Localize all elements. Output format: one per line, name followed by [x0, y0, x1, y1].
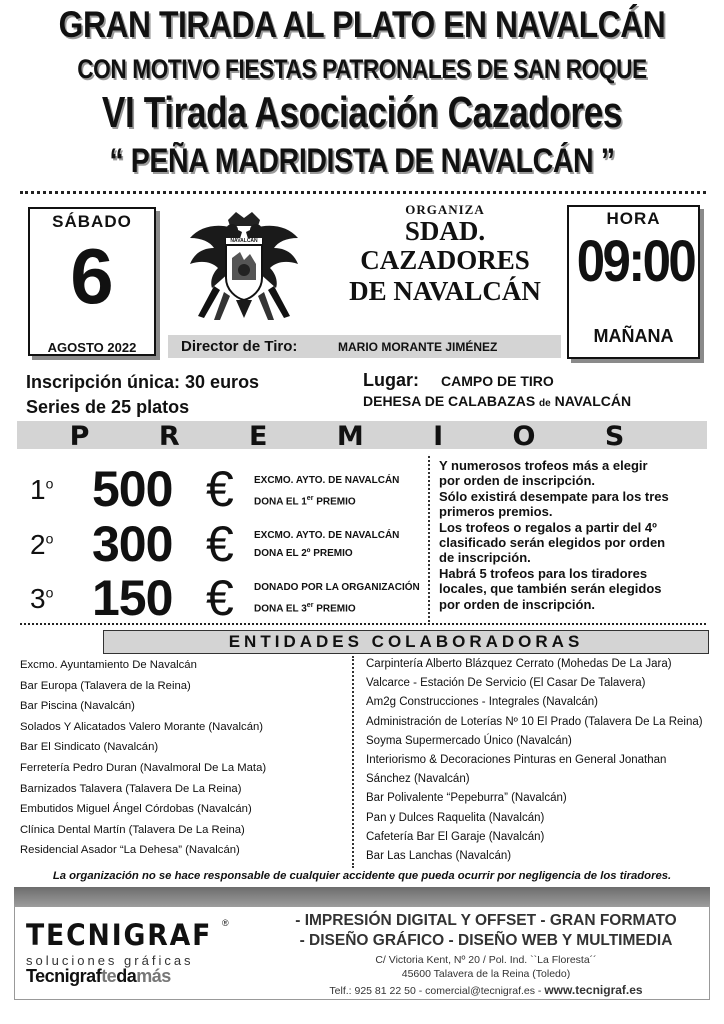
prizes-title-bar	[17, 421, 707, 452]
logo-registered: ®	[222, 918, 229, 928]
place-line-2	[363, 393, 631, 409]
inscription-text: Inscripción única: 30 euros	[26, 372, 260, 392]
sponsors-left-column	[20, 655, 350, 861]
prize-place-3	[30, 583, 53, 615]
sponsor-item: Bar Europa (Talavera de la Reina)	[20, 679, 191, 692]
time-period: MAÑANA	[593, 326, 674, 346]
sponsors-right-column	[366, 655, 712, 866]
prize-note-3-line-2-a: DONA EL 3	[254, 603, 307, 615]
prize-conditions-line-1: Y numerosos trofeos más a elegir	[439, 458, 648, 473]
title-line-2: CON MOTIVO FIESTAS PATRONALES DE SAN ROQUE	[77, 54, 647, 84]
organizer-line-3: DE NAVALCÁN	[349, 276, 541, 306]
footer-services-2: - DISEÑO GRÁFICO - DISEÑO WEB Y MULTIMEDIA	[299, 932, 673, 949]
sponsor-item: Carpintería Alberto Blázquez Cerrato (Mohedas De La Jara)	[366, 658, 672, 670]
prize-note-1-line-2	[254, 490, 399, 511]
day-number: 6	[70, 232, 114, 320]
prize-note-3	[254, 579, 420, 618]
tecnigraf-logo	[26, 918, 246, 992]
logo-slogan	[26, 966, 171, 987]
prize-note-2-line-2: DONA EL 2º PREMIO	[254, 548, 353, 559]
sponsor-item: Solados Y Alicatados Valero Morante (Navalcán)	[20, 720, 264, 733]
prize-note-1-line-2-a: DONA EL 1	[254, 496, 307, 508]
prize-note-3-line-1: DONADO POR LA ORGANIZACIÓN	[254, 582, 420, 593]
organizer-label: ORGANIZA	[405, 202, 485, 217]
prize-place-2-sup: o	[45, 530, 54, 547]
sponsor-item: Sánchez (Navalcán)	[366, 773, 470, 786]
divider-dotted	[20, 191, 706, 194]
prize-currency-3: €	[206, 570, 233, 626]
time-label: HORA	[606, 209, 661, 228]
prize-note-1-line-2-sup: er	[306, 495, 314, 502]
logo-slogan-d: más	[136, 966, 171, 986]
prize-row-3	[0, 569, 430, 625]
footer-address-1: C/ Victoria Kent, Nº 20 / Pol. Ind. ``La Floresta´´	[375, 954, 597, 966]
title-line-1: GRAN TIRADA AL PLATO EN NAVALCÁN	[58, 4, 666, 45]
footer-top-band	[14, 887, 710, 907]
prize-place-1	[30, 474, 53, 506]
sponsors-column-divider	[352, 656, 354, 868]
place-line-2-b: de	[539, 398, 551, 409]
title-line-4: “ PEÑA MADRIDISTA DE NAVALCÁN ”	[109, 142, 615, 180]
crest-caption: NAVALCÁN	[226, 238, 262, 244]
sponsor-item: Bar Las Lanchas (Navalcán)	[366, 850, 512, 863]
place-line-1: CAMPO DE TIRO	[441, 373, 554, 389]
sponsor-item: Embutidos Miguel Ángel Córdobas (Navalcán)	[20, 803, 252, 816]
sponsor-item: Am2g Construcciones - Integrales (Navalcán)	[366, 696, 599, 709]
footer-contact	[266, 983, 706, 997]
prizes-column-divider	[428, 456, 430, 622]
prize-amount-1: 500	[92, 461, 173, 517]
prize-currency-1: €	[206, 461, 233, 517]
prize-place-3-num: 3	[30, 583, 46, 614]
sponsors-title-bar	[103, 630, 709, 654]
day-name: SÁBADO	[52, 212, 132, 231]
sponsor-item: Interiorismo & Decoraciones Pinturas en General Jonathan	[366, 754, 667, 767]
prize-amount-2: 300	[92, 516, 173, 572]
director-label: Director de Tiro:	[181, 338, 298, 355]
crest-eagle-icon	[184, 208, 304, 324]
prize-place-2-num: 2	[30, 529, 46, 560]
logo-slogan-c: da	[116, 966, 137, 986]
month-year: AGOSTO 2022	[47, 340, 137, 355]
logo-slogan-a: Tecnigraf	[26, 966, 102, 986]
footer-website: www.tecnigraf.es	[544, 983, 643, 997]
sponsor-item: Bar Polivalente “Pepeburra” (Navalcán)	[366, 792, 567, 805]
footer-contact-text: Telf.: 925 81 22 50 - comercial@tecnigraf.es -	[329, 985, 545, 997]
divider-dotted-2	[20, 623, 706, 625]
sponsors-title: ENTIDADES COLABORADORAS	[228, 632, 584, 651]
place-line-2-c: NAVALCÁN	[554, 393, 632, 409]
date-box	[28, 207, 156, 356]
organizer-line-1: SDAD.	[404, 216, 486, 246]
director-bar	[168, 335, 561, 358]
place-label: Lugar:	[363, 370, 419, 390]
series-text: Series de 25 platos	[26, 397, 190, 417]
sponsor-item: Barnizados Talavera (Talavera De La Reina)	[20, 782, 242, 795]
title-line-3: VI Tirada Asociación Cazadores	[101, 88, 623, 137]
prize-conditions-line-5: Los trofeos o regalos a partir del 4º	[439, 519, 657, 535]
prize-note-2-line-1: EXCMO. AYTO. DE NAVALCÁN	[254, 530, 400, 541]
prize-amount-3: 150	[92, 570, 173, 626]
logo-text: TECNIGRAF	[26, 918, 213, 952]
prize-place-3-sup: o	[45, 584, 54, 601]
time-value: 09:00	[576, 229, 695, 294]
footer-address-2: 45600 Talavera de la Reina (Toledo)	[401, 968, 571, 980]
prize-conditions-line-2: por orden de inscripción.	[439, 473, 596, 489]
prize-row-2	[0, 515, 430, 571]
sponsor-item: Administración de Loterías Nº 10 El Prado (Talavera De La Reina)	[366, 715, 703, 728]
prize-note-2	[254, 527, 399, 563]
sponsor-item: Valcarce - Estación De Servicio (El Casar De Talavera)	[366, 677, 646, 690]
director-name: MARIO MORANTE JIMÉNEZ	[338, 340, 498, 354]
prize-currency-2: €	[206, 516, 233, 572]
sponsor-item: Excmo. Ayuntamiento De Navalcán	[20, 659, 197, 671]
prize-note-3-line-2-sup: er	[306, 602, 314, 609]
prize-row-1	[0, 460, 430, 516]
prizes-title: P R E M I O S	[69, 421, 655, 452]
sponsor-item: Pan y Dulces Raquelita (Navalcán)	[366, 811, 545, 824]
prize-place-1-sup: o	[45, 475, 54, 492]
sponsor-item: Residencial Asador “La Dehesa” (Navalcán)	[20, 844, 240, 857]
sponsor-item: Ferretería Pedro Duran (Navalmoral De La Mata)	[20, 761, 267, 774]
prize-note-1	[254, 472, 399, 511]
prize-place-1-num: 1	[30, 474, 46, 505]
prize-place-2	[30, 529, 53, 561]
sponsor-item: Bar Piscina (Navalcán)	[20, 700, 135, 713]
prize-note-1-line-1: EXCMO. AYTO. DE NAVALCÁN	[254, 475, 400, 486]
prize-conditions-line-3: Sólo existirá desempate para los tres	[439, 488, 669, 504]
sponsor-item: Bar El Sindicato (Navalcán)	[20, 741, 159, 754]
prize-conditions-line-8: Habrá 5 trofeos para los tiradores	[439, 565, 648, 581]
footer-services-1: - IMPRESIÓN DIGITAL Y OFFSET - GRAN FORMATO	[295, 912, 677, 929]
prize-conditions-line-10: por orden de inscripción.	[439, 596, 596, 612]
prize-conditions	[439, 458, 707, 612]
prize-note-3-line-2-b: PREMIO	[313, 603, 356, 615]
prize-conditions-line-6: clasificado serán elegidos por orden	[439, 535, 666, 551]
prize-note-1-line-2-b: PREMIO	[313, 496, 356, 508]
logo-subtitle: soluciones gráficas	[26, 953, 194, 968]
disclaimer: La organización no se hace responsable de cualquier accidente que pueda ocurrir por negligencia de los tiradores.	[52, 870, 672, 882]
sponsor-item: Soyma Supermercado Único (Navalcán)	[366, 734, 572, 747]
sponsor-item: Cafetería Bar El Garaje (Navalcán)	[366, 830, 545, 843]
organizer-line-2: CAZADORES	[360, 245, 530, 275]
prize-note-3-line-2	[254, 597, 420, 618]
sponsor-item: Clínica Dental Martín (Talavera De La Reina)	[20, 823, 245, 836]
time-box	[567, 205, 700, 359]
prize-conditions-line-9: locales, que también serán elegidos	[439, 581, 662, 597]
prize-conditions-line-7: de inscripción.	[439, 550, 531, 566]
prize-conditions-line-4: primeros premios.	[439, 504, 553, 520]
logo-slogan-b: te	[101, 966, 117, 986]
place-line-2-a: DEHESA DE CALABAZAS	[363, 393, 536, 409]
